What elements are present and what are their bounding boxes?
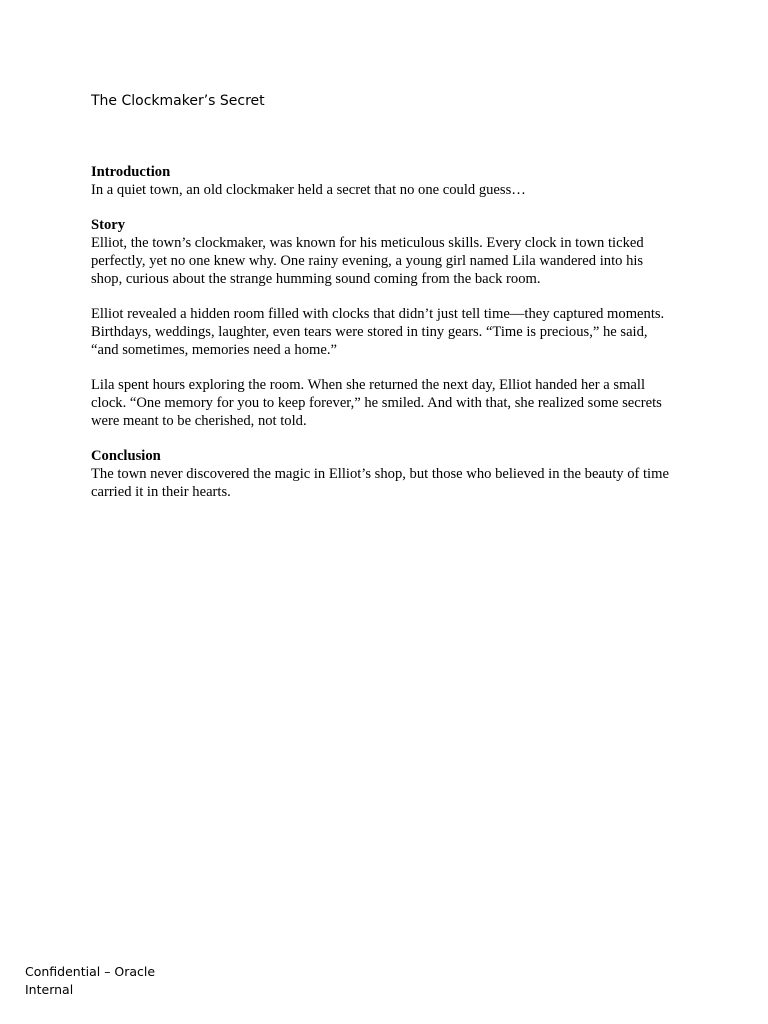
story-paragraph-2: Elliot revealed a hidden room filled with clocks that didn’t just tell time—they captured moments. Birthdays, weddings, laughter, even tears were stored in tiny gears. “Time is precious,” he said, “and sometimes, memories need a home.” (91, 306, 665, 358)
story-paragraph-1: Elliot, the town’s clockmaker, was known for his meticulous skills. Every clock in town ticked perfectly, yet no one knew why. One rainy evening, a young girl named Lila wandered into his shop, curious about the strange humming sound coming from the back room. (91, 235, 644, 287)
introduction-paragraph: In a quiet town, an old clockmaker held a secret that no one could guess… (91, 182, 526, 198)
story-paragraph-3: Lila spent hours exploring the room. When she returned the next day, Elliot handed her a small clock. “One memory for you to keep forever,” he smiled. And with that, she realized some secrets were meant to be cherished, not told. (91, 377, 662, 429)
confidentiality-footer: Confidential – Oracle Internal (25, 964, 156, 997)
document-body (91, 163, 671, 518)
page-title: The Clockmaker’s Secret (91, 93, 265, 109)
section-heading-story: Story (91, 217, 126, 233)
section-heading-introduction: Introduction (91, 164, 171, 180)
section-heading-conclusion: Conclusion (91, 448, 161, 464)
conclusion-paragraph: The town never discovered the magic in Elliot’s shop, but those who believed in the beauty of time carried it in their hearts. (91, 466, 669, 500)
